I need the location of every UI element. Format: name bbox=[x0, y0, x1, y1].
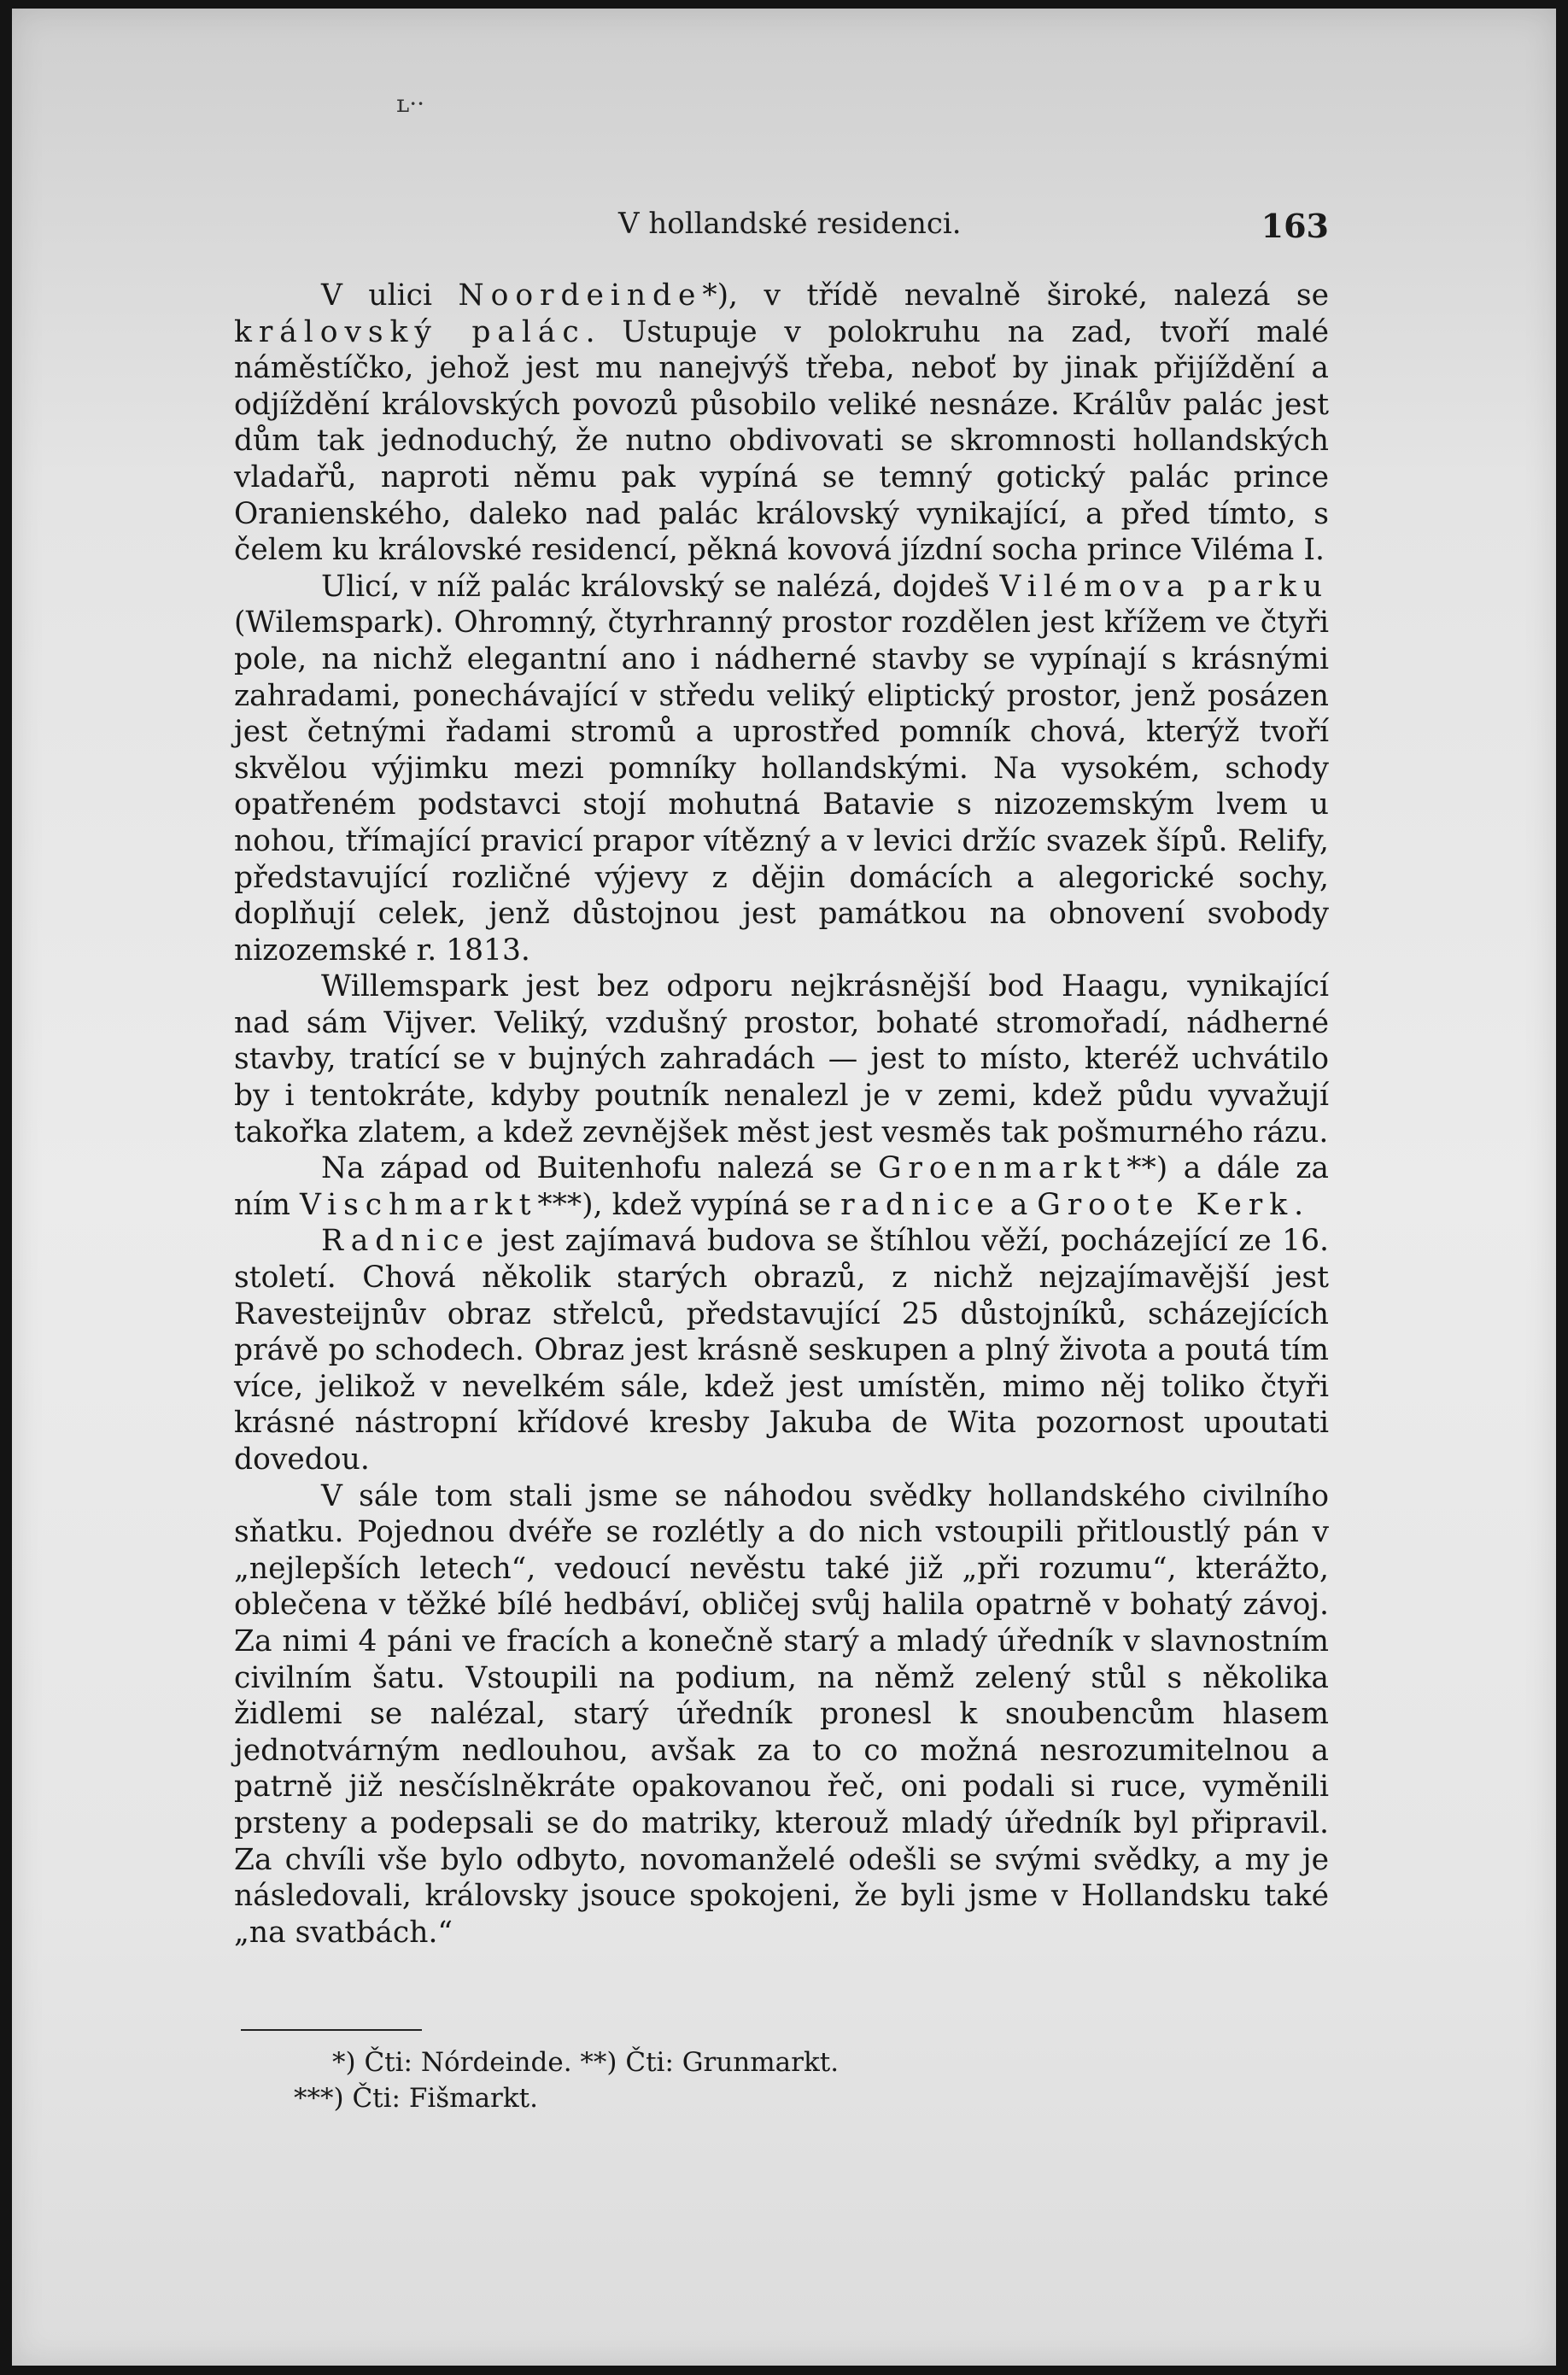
spaced-emphasis: Noordeinde bbox=[458, 278, 703, 313]
paragraph bbox=[234, 1478, 1329, 1951]
text-run: **) a dále za ním bbox=[234, 1151, 1329, 1222]
paragraph bbox=[234, 1150, 1329, 1223]
page-number: 163 bbox=[1261, 207, 1329, 245]
text-run: . Ustupuje v polokruhu na zad, tvoří malé náměstíčko, jehož jest mu nanejvýš třeba, neboť by jinak přijíždění a odjíždění královských povozů působilo veliké nesnáze. Králův palác jest dům tak jednoduchý, že nutno obdivovati se skromnosti hollandských vladařů, naproti němu pak vypíná se temný gotický palác prince Oranienského, daleko nad palác královský vynikající, a před tímto, s čelem ku královské residencí, pěkná kovová jízdní socha prince Viléma I. bbox=[234, 314, 1329, 568]
spaced-emphasis: radnice bbox=[840, 1187, 1001, 1222]
spaced-emphasis: Groote Kerk bbox=[1037, 1187, 1295, 1222]
footnote-line-2: ***) Čti: Fišmarkt. bbox=[294, 2083, 538, 2114]
text-run: ***), kdež vypíná se bbox=[537, 1187, 841, 1222]
print-speck: ʟ·· bbox=[396, 90, 425, 118]
running-title: V hollandské residenci. bbox=[618, 207, 962, 241]
spaced-emphasis: královský palác bbox=[234, 314, 586, 349]
paragraph bbox=[234, 569, 1329, 969]
footnote-line-1: *) Čti: Nórdeinde. **) Čti: Grunmarkt. bbox=[332, 2047, 840, 2078]
spaced-emphasis: Vischmarkt bbox=[299, 1187, 538, 1222]
footnotes bbox=[294, 2044, 1233, 2116]
book-page bbox=[12, 9, 1556, 2366]
text-run: V ulici bbox=[321, 278, 459, 313]
paragraph bbox=[234, 968, 1329, 1150]
text-run: . bbox=[1294, 1187, 1304, 1222]
text-run: *), v třídě nevalně široké, nalezá se bbox=[702, 278, 1329, 313]
footnote-rule bbox=[241, 2029, 422, 2031]
spaced-emphasis: Groenmarkt bbox=[877, 1151, 1127, 1186]
text-run: Ulicí, v níž palác královský se nalézá, dojdeš bbox=[321, 569, 1000, 604]
spaced-emphasis: Vilémova parku bbox=[999, 569, 1330, 604]
body-text bbox=[234, 278, 1329, 1951]
running-header bbox=[234, 207, 1329, 249]
text-run: Willemspark jest bez odporu nejkrásnější bod Haagu, vynikající nad sám Vijver. Veliký, vzdušný prostor, bohaté stromořadí, nádherné stavby, tratící se v bujných zahradách — jest to místo, kteréž uchvátilo by i tentokráte, kdyby poutník nenalezl je v zemi, kdež půdu vyvažují takořka zlatem, a kdež zevnějšek měst jest vesměs tak pošmurného rázu. bbox=[234, 969, 1329, 1149]
text-run: (Wilemspark). Ohromný, čtyrhranný prostor rozdělen jest křížem ve čtyři pole, na nichž elegantní ano i nádherné stavby se vypínají s krásnými zahradami, ponechávající v středu veliký eliptický prostor, jenž posázen jest četnými řadami stromů a uprostřed pomník chová, kterýž tvoří skvělou výjimku mezi pomníky hollandskými. Na vysokém, schody opatřeném podstavci stojí mohutná Batavie s nizozemským lvem u nohou, třímající pravicí prapor vítězný a v levici držíc svazek šípů. Relify, představující rozličné výjevy z dějin domácích a alegorické sochy, doplňují celek, jenž důstojnou jest památkou na obnovení svobody nizozemské r. 1813. bbox=[234, 605, 1329, 968]
text-run: V sále tom stali jsme se náhodou svědky hollandského civilního sňatku. Pojednou dvéře se rozlétly a do nich vstoupili přitloustlý pán v „nejlepších letech“, vedoucí nevěstu také již „při rozumu“, kterážto, oblečena v těžké bílé hedbáví, obličej svůj halila opatrně v bohatý závoj. Za nimi 4 páni ve fracích a konečně starý a mladý úředník v slavnostním civilním šatu. Vstoupili na podium, na němž zelený stůl s několika židlemi se nalézal, starý úředník pronesl k snoubencům hlasem jednotvárným nedlouhou, avšak za to co možná nesrozumitelnou a patrně již nesčíslněkráte opakovanou řeč, oni podali si ruce, vyměnili prsteny a podepsali se do matriky, kterouž mladý úředník byl připravil. Za chvíli vše bylo odbyto, novomanželé odešli se svými svědky, a my je následovali, královsky jsouce spokojeni, že byli jsme v Hollandsku také „na svatbách.“ bbox=[234, 1478, 1329, 1950]
text-run: a bbox=[1000, 1187, 1038, 1222]
text-run: Na západ od Buitenhofu nalezá se bbox=[321, 1151, 878, 1186]
text-run: jest zajímavá budova se štíhlou věží, pocházející ze 16. století. Chová několik starých obrazů, z nichž nejzajímavější jest Ravesteijnův obraz střelců, představující 25 důstojníků, scházejících právě po schodech. Obraz jest krásně seskupen a plný života a poutá tím více, jelikož v nevelkém sále, kdež jest umístěn, mimo něj toliko čtyři krásné nástropní křídové kresby Jakuba de Wita pozornost upoutati dovedou. bbox=[234, 1224, 1329, 1477]
spaced-emphasis: Radnice bbox=[321, 1224, 490, 1259]
paragraph bbox=[234, 278, 1329, 569]
paragraph bbox=[234, 1223, 1329, 1477]
